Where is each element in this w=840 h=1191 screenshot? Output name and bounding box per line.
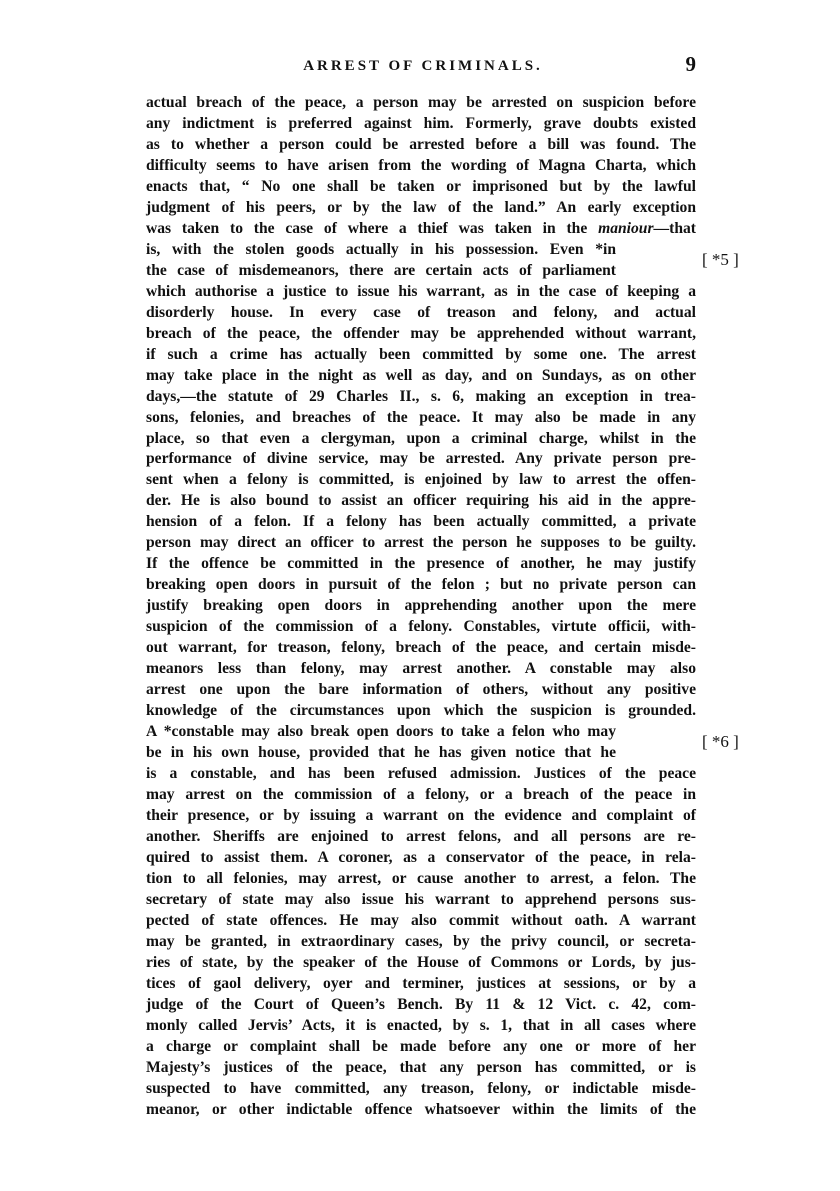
text-line: arrest one upon the bare information of others, without any positive — [146, 681, 696, 699]
page-header — [148, 52, 698, 84]
body-text — [146, 93, 739, 1120]
text-line: der. He is also bound to assist an officer requiring his aid in the appre- — [146, 492, 696, 510]
text-line: If the offence be committed in the presence of another, he may justify — [146, 555, 696, 573]
margin-note-star-5: [ *5 ] — [702, 249, 739, 269]
margin-note-star-6: [ *6 ] — [702, 732, 739, 752]
text-line: enacts that, “ No one shall be taken or imprisoned but by the lawful — [146, 177, 696, 195]
text-line: breach of the peace, the offender may be apprehended without warrant, — [146, 324, 696, 342]
running-head: ARREST OF CRIMINALS. — [303, 58, 543, 74]
text-line: their presence, or by issuing a warrant on the evidence and complaint of — [146, 806, 696, 824]
text-line-part: was taken to the case of where a thief was taken in the — [146, 219, 599, 237]
text-line: secretary of state may also issue his warrant to apprehend persons sus- — [146, 890, 696, 908]
text-line: knowledge of the circumstances upon which the suspicion is grounded. — [146, 702, 696, 720]
text-line: as to whether a person could be arrested before a bill was found. The — [146, 135, 696, 153]
text-line: pected of state offences. He may also commit without oath. A warrant — [146, 911, 696, 929]
text-line: is a constable, and has been refused admission. Justices of the peace — [146, 765, 696, 782]
line-with-margin-note — [146, 743, 696, 764]
text-line: a charge or complaint shall be made before any one or more of her — [146, 1037, 696, 1055]
text-line: sent when a felony is committed, is enjoined by law to arrest the offen- — [146, 471, 696, 489]
text-line: justify breaking open doors in apprehending another upon the mere — [146, 597, 696, 615]
text-line: place, so that even a clergyman, upon a criminal charge, whilst in the — [146, 429, 696, 447]
text-line: is, with the stolen goods actually in his possession. Even *in — [146, 240, 616, 258]
text-line: may arrest on the commission of a felony, or a breach of the peace in — [146, 785, 696, 803]
text-line: another. Sheriffs are enjoined to arrest felons, and all persons are re- — [146, 827, 696, 845]
line-with-margin-note — [146, 722, 739, 752]
text-line: judgment of his peers, or by the law of the land.” An early exception — [146, 198, 696, 216]
text-line: which authorise a justice to issue his warrant, as in the case of keeping a — [146, 282, 696, 300]
text-line: monly called Jervis’ Acts, it is enacted, by s. 1, that in all cases where — [146, 1016, 696, 1034]
text-line: out warrant, for treason, felony, breach of the peace, and certain misde- — [146, 639, 696, 657]
italic-term: maniour — [598, 219, 654, 237]
text-line: suspicion of the commission of a felony. Constables, virtute officii, with- — [146, 618, 696, 636]
text-line: ries of state, by the speaker of the House of Commons or Lords, by jus- — [146, 953, 696, 971]
text-line: suspected to have committed, any treason, felony, or indictable misde- — [146, 1079, 696, 1097]
text-line: the case of misdemeanors, there are certain acts of parliament — [146, 261, 616, 279]
text-line: may take place in the night as well as day, and on Sundays, as on other — [146, 366, 696, 384]
text-line: any indictment is preferred against him. Formerly, grave doubts existed — [146, 114, 696, 132]
text-line: meanor, or other indictable offence whatsoever within the limits of the — [146, 1100, 696, 1118]
text-line: tices of gaol delivery, oyer and terminer, justices at sessions, or by a — [146, 974, 696, 992]
text-line: may be granted, in extraordinary cases, by the privy council, or secreta- — [146, 932, 696, 950]
text-line: A *constable may also break open doors to take a felon who may — [146, 723, 616, 741]
text-line: disorderly house. In every case of treason and felony, and actual — [146, 303, 696, 321]
text-line: judge of the Court of Queen’s Bench. By 11 & 12 Vict. c. 42, com- — [146, 995, 696, 1013]
text-line: be in his own house, provided that he has given notice that he — [146, 744, 616, 762]
text-line: breaking open doors in pursuit of the felon ; but no private person can — [146, 576, 696, 594]
text-line: Majesty’s justices of the peace, that any person has committed, or is — [146, 1058, 696, 1076]
page-number: 9 — [685, 52, 696, 76]
text-line: performance of divine service, may be arrested. Any private person pre- — [146, 450, 696, 468]
text-line: meanors less than felony, may arrest another. A constable may also — [146, 660, 696, 678]
text-line-part: —that — [653, 219, 696, 237]
text-line: sons, felonies, and breaches of the peace. It may also be made in any — [146, 408, 696, 426]
line-with-margin-note — [146, 261, 696, 282]
text-line: days,—the statute of 29 Charles II., s. 6, making an exception in trea- — [146, 387, 696, 405]
text-line: difficulty seems to have arisen from the wording of Magna Charta, which — [146, 156, 696, 174]
line-with-margin-note — [146, 240, 739, 269]
text-line: actual breach of the peace, a person may be arrested on suspicion before — [146, 94, 696, 111]
text-line-with-italic — [146, 219, 696, 240]
text-line: hension of a felon. If a felony has been actually committed, a private — [146, 513, 696, 531]
text-line: if such a crime has actually been committed by some one. The arrest — [146, 345, 696, 363]
text-line: quired to assist them. A coroner, as a conservator of the peace, in rela- — [146, 848, 696, 866]
text-line: tion to all felonies, may arrest, or cause another to arrest, a felon. The — [146, 869, 696, 887]
text-line: person may direct an officer to arrest the person he supposes to be guilty. — [146, 534, 696, 552]
